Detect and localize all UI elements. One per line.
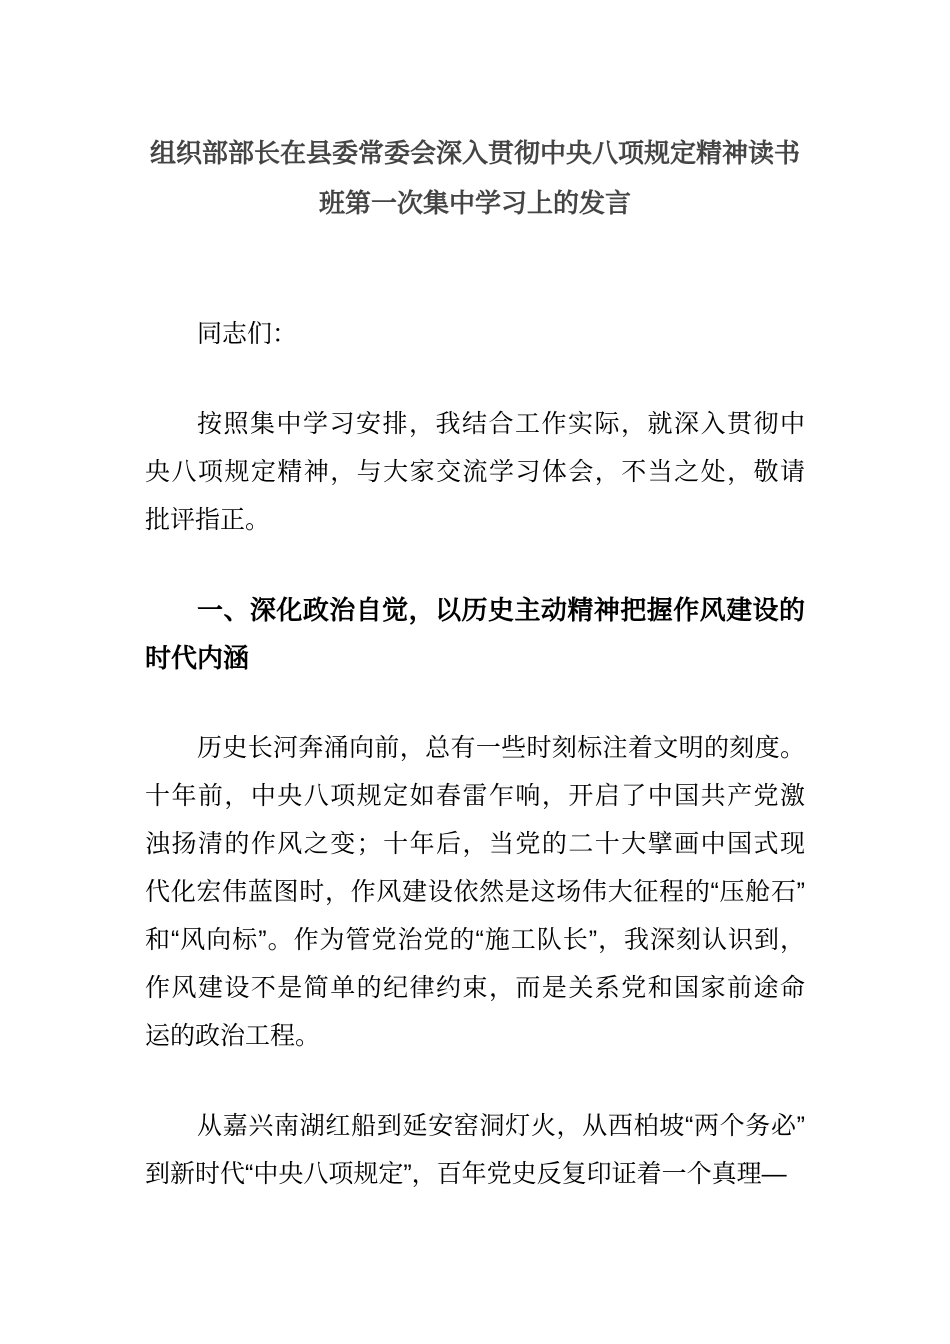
document-title — [145, 128, 805, 228]
text-line: 批评指正。 — [145, 506, 271, 534]
text-line: 一、深化政治自觉，以历史主动精神把握作风建设的 — [197, 595, 805, 625]
text-line: 运的政治工程。 — [145, 1022, 321, 1050]
text-line: 浊扬清的作风之变；十年后，当党的二十大擘画中国式现 — [145, 830, 805, 858]
text-line: 从嘉兴南湖红船到延安窑洞灯火，从西柏坡“两个务必” — [197, 1112, 805, 1140]
text-line: 作风建设不是简单的纪律约束，而是关系党和国家前途命 — [145, 974, 805, 1002]
document-title-line-2: 班第一次集中学习上的发言 — [318, 188, 631, 218]
paragraph — [145, 724, 805, 1060]
text-line: 按照集中学习安排，我结合工作实际，就深入贯彻中 — [197, 410, 805, 438]
text-line: 央八项规定精神，与大家交流学习体会，不当之处，敬请 — [145, 458, 805, 486]
text-line: 同志们： — [197, 320, 298, 348]
document-body — [145, 310, 805, 1198]
text-line: 时代内涵 — [145, 643, 250, 673]
text-line: 历史长河奔涌向前，总有一些时刻标注着文明的刻度。 — [197, 734, 805, 762]
document-title-line-1: 组织部部长在县委常委会深入贯彻中央八项规定精神读书 — [149, 138, 800, 168]
text-line: 代化宏伟蓝图时，作风建设依然是这场伟大征程的“压舱石” — [145, 878, 805, 906]
text-line: 十年前，中央八项规定如春雷乍响，开启了中国共产党激 — [145, 782, 805, 810]
paragraph — [145, 400, 805, 544]
text-line: 到新时代“中央八项规定”，百年党史反复印证着一个真理— — [145, 1160, 787, 1188]
section-heading — [145, 586, 805, 682]
text-line: 和“风向标”。作为管党治党的“施工队长”，我深刻认识到， — [145, 926, 805, 954]
paragraph — [145, 1102, 805, 1198]
document-content — [145, 128, 805, 1198]
paragraph — [145, 310, 805, 358]
